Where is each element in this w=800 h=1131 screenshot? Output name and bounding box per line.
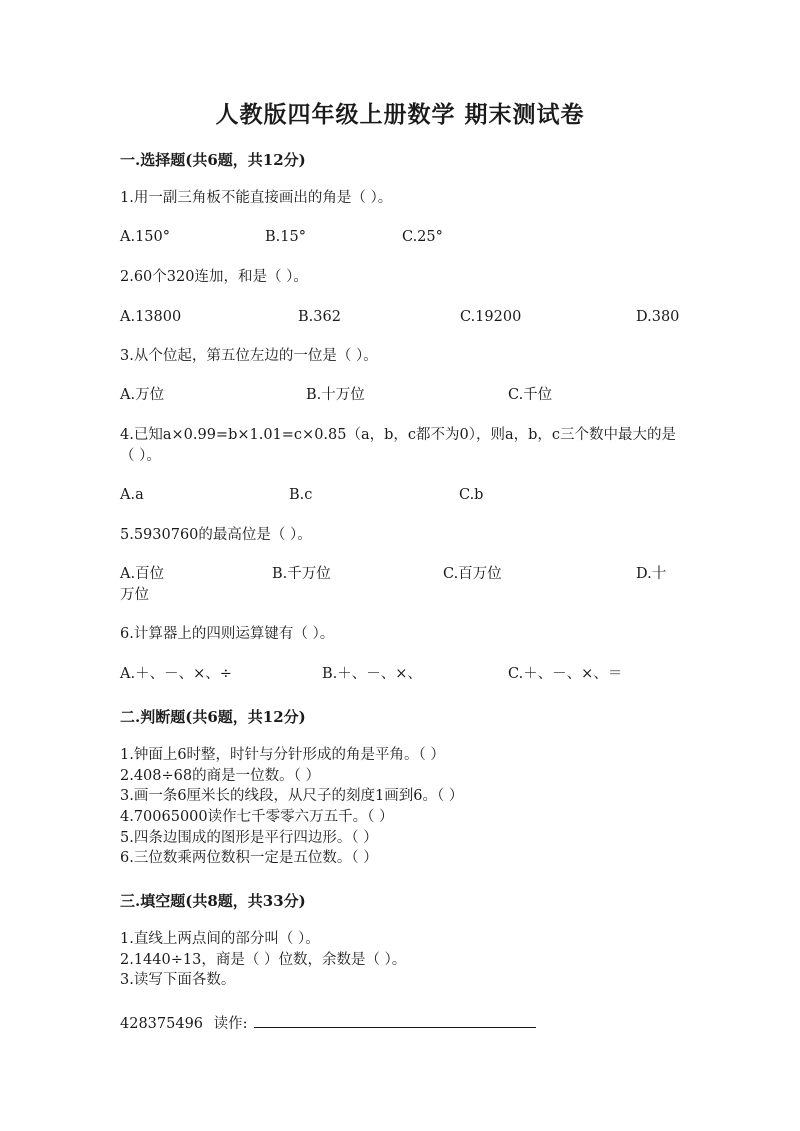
choice-3-option-a: A.万位 (120, 387, 165, 403)
section-heading-choice: 一.选择题(共6题，共12分) (120, 151, 306, 169)
choice-5-option-b: B.千万位 (272, 566, 331, 582)
choice-2-option-d: D.380 (636, 309, 680, 325)
choice-2-option-c: C.19200 (460, 309, 522, 325)
choice-4-option-b: B.c (289, 487, 313, 503)
judge-item-4: 4.70065000读作七千零零六万五千。（ ） (120, 809, 394, 825)
choice-4-option-c: C.b (459, 487, 484, 503)
reading-row (120, 1013, 536, 1035)
choice-5-option-d: D.十 (636, 566, 667, 582)
choice-5-option-c: C.百万位 (443, 566, 502, 582)
section-heading-fill: 三.填空题(共8题，共33分) (120, 892, 306, 910)
reading-answer-blank[interactable] (254, 1013, 536, 1028)
choice-2-option-b: B.362 (298, 309, 341, 325)
reading-label: 读作: (213, 1016, 248, 1032)
judge-item-1: 1.钟面上6时整，时针与分针形成的角是平角。（ ） (120, 747, 445, 763)
choice-1-option-c: C.25° (402, 229, 443, 245)
choice-1-option-a: A.150° (120, 229, 171, 245)
choice-6-option-a: A.＋、－、×、÷ (120, 666, 232, 682)
choice-6-option-b: B.＋、－、×、 (322, 666, 422, 682)
judge-item-6: 6.三位数乘两位数积一定是五位数。（ ） (120, 850, 378, 866)
choice-4-option-a: A.a (120, 487, 144, 503)
reading-number: 428375496 (120, 1016, 204, 1032)
choice-5-option-a: A.百位 (120, 566, 165, 582)
page-title: 人教版四年级上册数学 期末测试卷 (215, 101, 585, 128)
judge-item-2: 2.408÷68的商是一位数。（ ） (120, 768, 320, 784)
choice-3-option-c: C.千位 (508, 387, 553, 403)
choice-question-5: 5.5930760的最高位是（ ）。 (120, 527, 312, 543)
judge-item-5: 5.四条边围成的图形是平行四边形。（ ） (120, 830, 378, 846)
choice-3-option-b: B.十万位 (306, 387, 365, 403)
choice-question-4: 4.已知a×0.99=b×1.01=c×0.85（a，b，c都不为0），则a，b，c三个数中最大的是（ ）。 (120, 427, 677, 464)
choice-2-option-a: A.13800 (120, 309, 182, 325)
fill-item-1: 1.直线上两点间的部分叫（ ）。 (120, 931, 320, 947)
fill-item-2: 2.1440÷13，商是（ ）位数，余数是（ ）。 (120, 952, 407, 968)
choice-5-option-d-wrap: 万位 (120, 587, 149, 603)
choice-question-6: 6.计算器上的四则运算键有（ ）。 (120, 626, 335, 642)
choice-question-1: 1.用一副三角板不能直接画出的角是（ ）。 (120, 190, 393, 206)
fill-item-3: 3.读写下面各数。 (120, 972, 236, 988)
judge-item-3: 3.画一条6厘米长的线段，从尺子的刻度1画到6。（ ） (120, 788, 464, 804)
choice-question-3: 3.从个位起，第五位左边的一位是（ ）。 (120, 348, 378, 364)
choice-1-option-b: B.15° (265, 229, 306, 245)
choice-question-2: 2.60个320连加，和是（ ）。 (120, 269, 308, 285)
section-heading-judge: 二.判断题(共6题，共12分) (120, 708, 306, 726)
choice-6-option-c: C.＋、－、×、＝ (508, 666, 623, 682)
